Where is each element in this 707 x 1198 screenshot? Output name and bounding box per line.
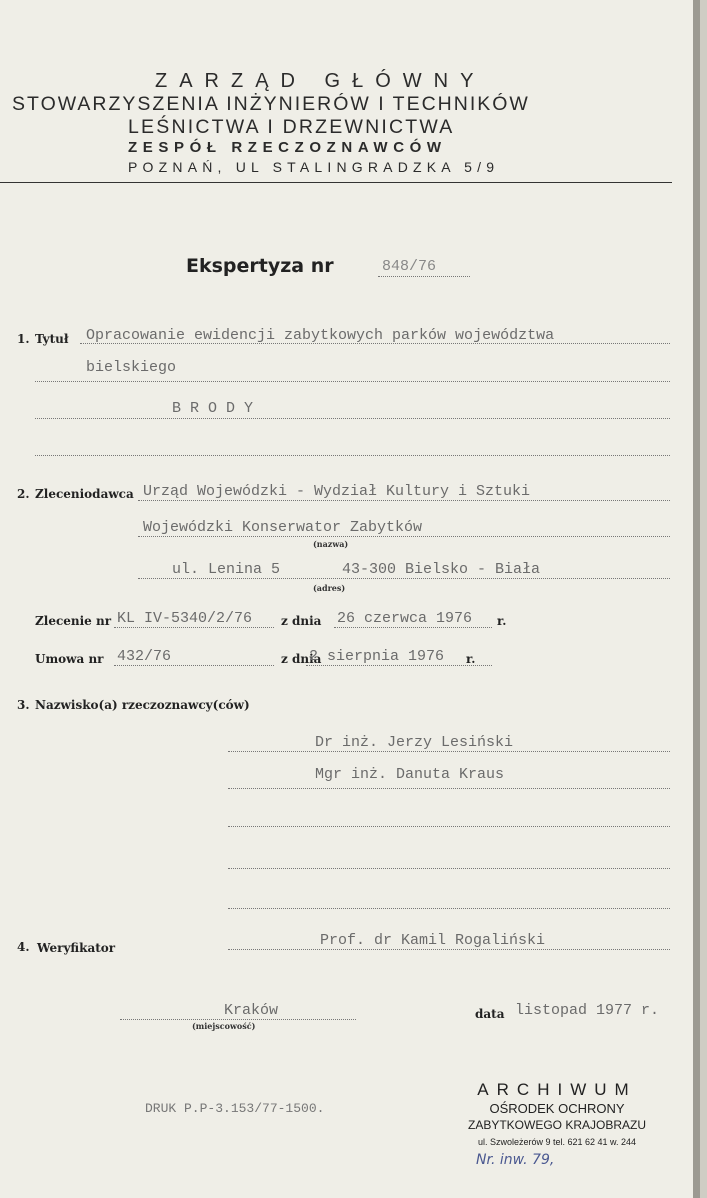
- section2-address-dots: [138, 578, 670, 579]
- section2-line1-dots: [138, 500, 670, 501]
- section1-line3-dots: [35, 418, 670, 419]
- section2-caption-name: (nazwa): [313, 539, 349, 549]
- order-date: 26 czerwca 1976: [337, 610, 473, 627]
- section1-title-line2: bielskiego: [86, 359, 177, 376]
- header-line-3: LEŚNICTWA I DRZEWNICTWA: [128, 116, 455, 138]
- footer-date-value: listopad 1977 r.: [515, 1002, 660, 1019]
- contract-date: 2 sierpnia 1976: [309, 648, 445, 665]
- expert-4-dots: [228, 868, 670, 869]
- order-label: Zlecenie nr: [35, 614, 112, 628]
- section3-label: Nazwisko(a) rzeczoznawcy(ców): [35, 698, 250, 712]
- order-number-dots: [114, 627, 274, 628]
- footer-date-label: data: [475, 1007, 505, 1021]
- section4-label: Weryfikator: [37, 941, 116, 955]
- stamp-line-2: OŚRODEK OCHRONY: [489, 1101, 625, 1116]
- expert-5-dots: [228, 908, 670, 909]
- contract-date-dots: [306, 665, 492, 666]
- section2-number: 2.: [17, 487, 30, 501]
- order-date-dots: [334, 627, 492, 628]
- order-number: KL IV-5340/2/76: [117, 610, 253, 627]
- section1-number: 1.: [17, 332, 30, 346]
- place-dots: [120, 1019, 356, 1020]
- print-code: DRUK P.P-3.153/77-1500.: [145, 1101, 325, 1116]
- header-line-2: STOWARZYSZENIA INŻYNIERÓW I TECHNIKÓW: [12, 93, 530, 115]
- header-line-5: POZNAŃ, UL STALINGRADZKA 5/9: [128, 159, 500, 175]
- section1-line2-dots: [35, 381, 670, 382]
- section2-client-line2: Wojewódzki Konserwator Zabytków: [143, 519, 423, 536]
- order-date-label: z dnia: [281, 614, 322, 628]
- section1-label: Tytuł: [35, 332, 69, 346]
- section2-line2-dots: [138, 536, 670, 537]
- expert-1: Dr inż. Jerzy Lesiński: [315, 734, 514, 751]
- section2-client-line1: Urząd Wojewódzki - Wydział Kultury i Sztuki: [143, 483, 531, 500]
- place: Kraków: [224, 1002, 279, 1019]
- section3-number: 3.: [17, 698, 30, 712]
- place-caption: (miejscowość): [192, 1021, 256, 1031]
- contract-year-suffix: r.: [466, 652, 476, 666]
- stamp-line-4: ul. Szwoleżerów 9 tel. 621 62 41 w. 244: [477, 1137, 637, 1147]
- section2-caption-address: (adres): [313, 583, 346, 593]
- archive-stamp: [452, 1080, 662, 1147]
- document-title: [186, 255, 334, 277]
- expert-2: Mgr inż. Danuta Kraus: [315, 766, 505, 783]
- order-year-suffix: r.: [497, 614, 507, 628]
- contract-number: 432/76: [117, 648, 172, 665]
- verifier: Prof. dr Kamil Rogaliński: [320, 932, 546, 949]
- handwritten-inventory-note: Nr. inw. 79,: [476, 1152, 555, 1168]
- expert-2-dots: [228, 788, 670, 789]
- header-rule: [0, 182, 672, 183]
- title-number: 848/76: [382, 258, 437, 275]
- title-number-line: [378, 276, 470, 277]
- page-edge: [693, 0, 700, 1198]
- header-line-1: ZARZĄD GŁÓWNY: [155, 70, 486, 92]
- expert-1-dots: [228, 751, 670, 752]
- section4-number: 4.: [17, 940, 30, 954]
- contract-date-label: z dnia: [281, 652, 322, 666]
- section1-title-line3: B R O D Y: [172, 400, 254, 417]
- section2-label: Zleceniodawca: [35, 487, 134, 501]
- section1-line1-dots: [80, 343, 670, 344]
- section1-line4-dots: [35, 455, 670, 456]
- header-line-4: ZESPÓŁ RZECZOZNAWCÓW: [128, 139, 447, 156]
- section2-address-city: 43-300 Bielsko - Biała: [342, 561, 541, 578]
- title-label: Ekspertyza nr: [186, 255, 334, 277]
- section1-title-line1: Opracowanie ewidencji zabytkowych parków województwa: [86, 327, 555, 344]
- expert-3-dots: [228, 826, 670, 827]
- stamp-line-3: ZABYTKOWEGO KRAJOBRAZU: [467, 1118, 647, 1132]
- stamp-line-1: ARCHIWUM: [477, 1080, 637, 1099]
- contract-number-dots: [114, 665, 274, 666]
- contract-label: Umowa nr: [35, 652, 104, 666]
- verifier-dots: [228, 949, 670, 950]
- section2-address-street: ul. Lenina 5: [172, 561, 281, 578]
